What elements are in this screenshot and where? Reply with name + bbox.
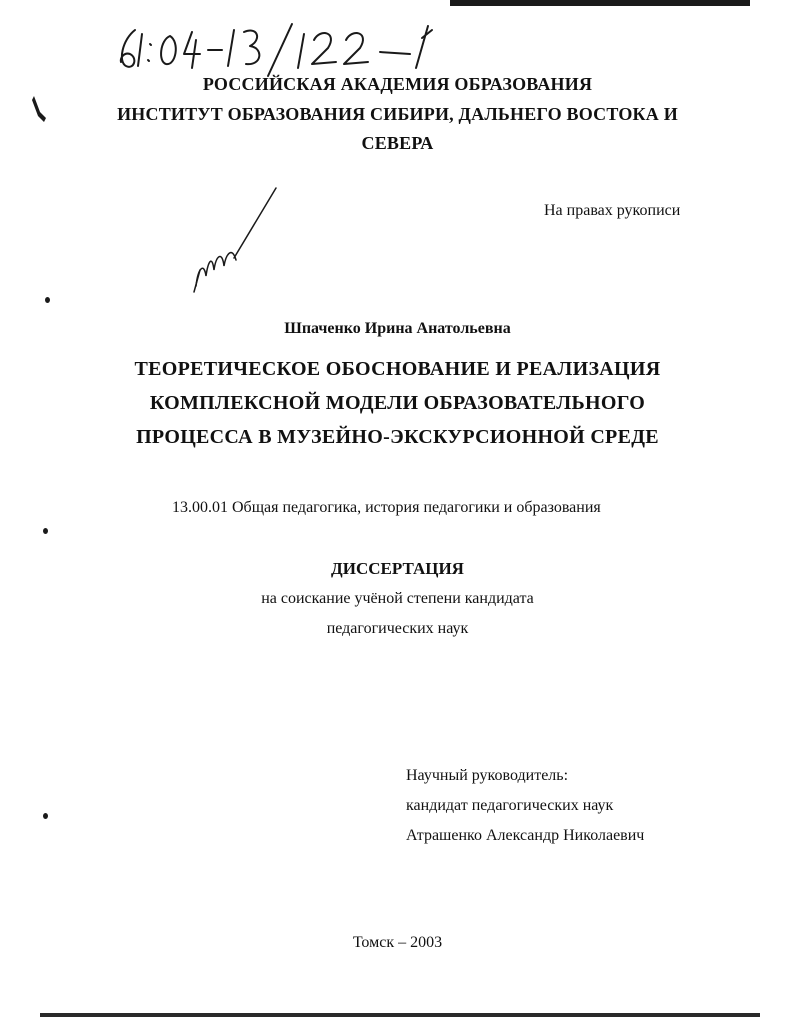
archive-number-handwriting <box>121 24 432 76</box>
punch-hole-mark <box>43 528 48 534</box>
supervisor-name: Атрашенко Александр Николаевич <box>406 827 645 844</box>
scan-border-bottom <box>40 1013 760 1017</box>
manuscript-note: На правах рукописи <box>544 202 681 219</box>
title-line-1: ТЕОРЕТИЧЕСКОЕ ОБОСНОВАНИЕ И РЕАЛИЗАЦИЯ <box>134 358 661 380</box>
punch-hole-mark <box>45 297 50 303</box>
scan-border-top <box>450 0 750 6</box>
org-line-3: СЕВЕРА <box>361 133 434 153</box>
punch-hole-mark <box>43 813 48 819</box>
place-and-year: Томск – 2003 <box>352 934 443 951</box>
document-type: ДИССЕРТАЦИЯ <box>331 559 464 578</box>
supervisor-degree: кандидат педагогических наук <box>406 797 614 814</box>
specialty-code: 13.00.01 Общая педагогика, история педагогики и образования <box>172 499 601 516</box>
degree-purpose-line-1: на соискание учёной степени кандидата <box>261 590 534 607</box>
degree-purpose-line-2: педагогических наук <box>326 620 469 637</box>
title-line-2: КОМПЛЕКСНОЙ МОДЕЛИ ОБРАЗОВАТЕЛЬНОГО <box>149 392 646 414</box>
org-line-2: ИНСТИТУТ ОБРАЗОВАНИЯ СИБИРИ, ДАЛЬНЕГО ВОСТОКА И <box>117 104 678 124</box>
org-line-1: РОССИЙСКАЯ АКАДЕМИЯ ОБРАЗОВАНИЯ <box>202 74 593 94</box>
signature-scribble <box>194 188 276 292</box>
supervisor-label: Научный руководитель: <box>406 767 569 784</box>
author-name: Шпаченко Ирина Анатольевна <box>284 320 511 337</box>
title-line-3: ПРОЦЕССА В МУЗЕЙНО-ЭКСКУРСИОННОЙ СРЕДЕ <box>136 426 659 448</box>
